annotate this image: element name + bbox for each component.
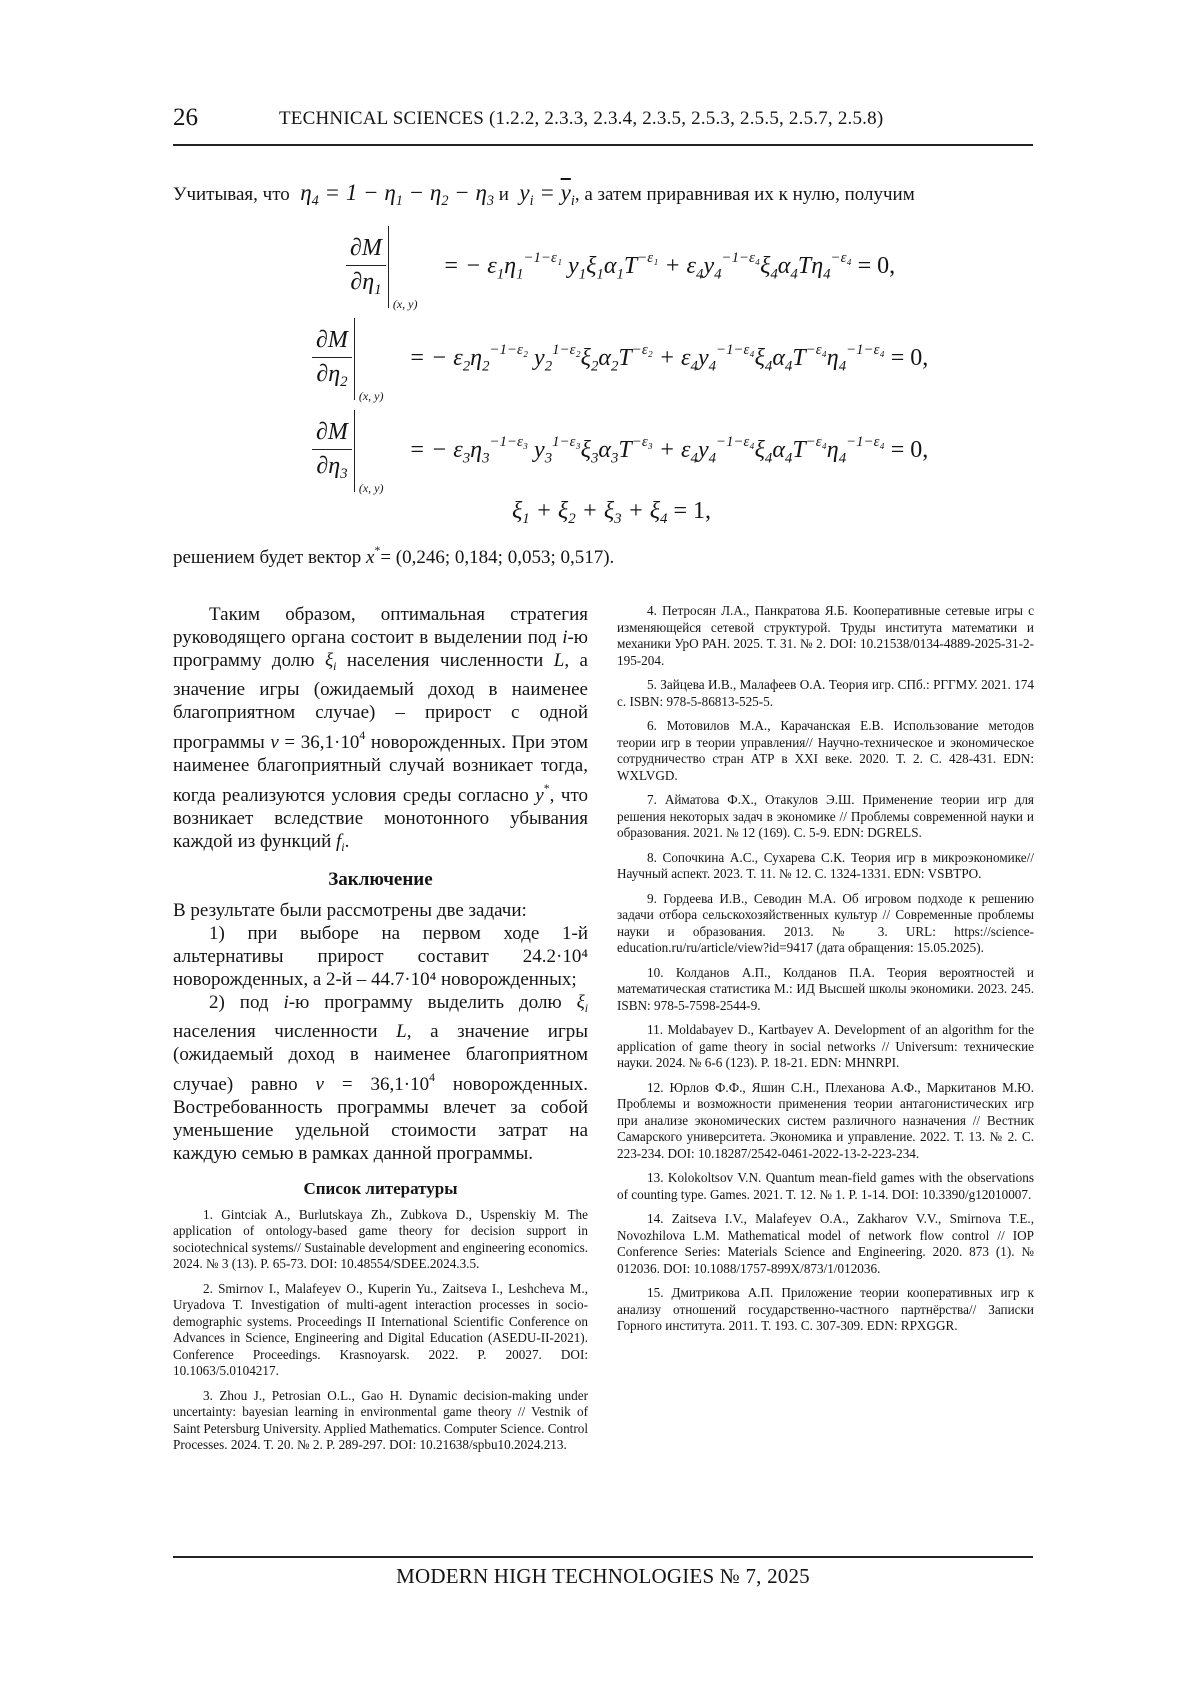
equation-2: $\frac{\partial M}{\partial\eta_2}$ (x, y) = − $\varepsilon_2\eta_2^{-1-\varepsilon_2}$ $y_2^{1-\varepsilon_2}\xi_2\alpha_2T^{-\varepsilon_2} + \varepsilon_4y_4^{-1-\varepsilon_4}\xi_4\alpha_4T^{-\varepsilon_4}\eta_4^{-1-\varepsilon_4} = 0$,	[312, 318, 928, 400]
partial-derivative: $\frac{\partial M}{\partial\eta_3}$	[312, 419, 352, 483]
y-condition: $y_i = \overline{y}_i$	[513, 180, 575, 209]
page-number: 26	[173, 104, 198, 131]
reference-item: 14. Zaitseva I.V., Malafeyev O.A., Zakharov V.V., Smirnova T.E., Novozhilova L.M. Mathematical model of network flow control // IOP Conference Series: Materials Science and Engineering. 2020. 873 (1). № 012036. DOI: 10.1088/1757-899X/873/1/012036.	[617, 1211, 1034, 1276]
equation-1: $\frac{\partial M}{\partial\eta_1}$ (x, y) = − $\varepsilon_1\eta_1^{-1-\varepsilon_1}$ $y_1\xi_1\alpha_1T^{-\varepsilon_1} + \varepsilon_4y_4^{-1-\varepsilon_4}\xi_4\alpha_4T\eta_4^{-\varepsilon_4} = 0$,	[346, 226, 895, 308]
eta-constraint: $\eta_4 = 1 - \eta_1 - \eta_2 - \eta_3$	[294, 180, 494, 209]
reference-item: 11. Moldabayev D., Kartbayev A. Development of an algorithm for the application of game theory in social networks // Universum: технические науки. 2024. № 6-6 (123). P. 18-21. EDN: MHNRPI.	[617, 1022, 1034, 1070]
partial-derivative: $\frac{\partial M}{\partial\eta_1}$	[346, 235, 386, 299]
conclusion-item-1: 1) при выборе на первом ходе 1-й альтернативы прирост составит 24.2·10⁴ новорожденных, а 2-й – 44.7·10⁴ новорожденных;	[173, 922, 588, 990]
running-title: TECHNICAL SCIENCES (1.2.2, 2.3.3, 2.3.4, 2.3.5, 2.5.3, 2.5.5, 2.5.7, 2.5.8)	[279, 108, 884, 129]
reference-item: 6. Мотовилов М.А., Карачанская Е.В. Использование методов теории игр в теории управления// Научно-техническое и экономическое сотрудничество стран АТР в XXI веке. 2020. Т. 2. С. 428-431. EDN: WXLVGD.	[617, 718, 1034, 783]
footer-rule	[173, 1556, 1033, 1558]
reference-item: 1. Gintciak A., Burlutskaya Zh., Zubkova D., Uspenskiy M. The application of ontology-based game theory for decision support in sociotechnical systems// Sustainable development and engineering economics. 2024. № 3 (13). P. 65-73. DOI: 10.48554/SDEE.2024.3.5.	[173, 1206, 588, 1272]
solution-prefix: решением будет вектор	[173, 546, 362, 568]
reference-item: 13. Kolokoltsov V.N. Quantum mean-field games with the observations of counting type. Games. 2021. T. 12. № 1. P. 1-14. DOI: 10.3390/g12010007.	[617, 1170, 1034, 1202]
page-header	[173, 104, 1033, 146]
reference-item: 5. Зайцева И.В., Малафеев О.А. Теория игр. СПб.: РГГМУ. 2021. 174 с. ISBN: 978-5-86813-525-5.	[617, 677, 1034, 709]
strategy-paragraph: Таким образом, оптимальная стратегия руководящего органа состоит в выделении под i-ю программу долю $\xi_i$ населения численности L, а значение игры (ожидаемый доход в наименее благоприятном случае) – прирост с одной программы $v = 36,1\cdot 10^4$ новорожденных. При этом наименее благоприятный случай возникает тогда, когда реализуются условия среды согласно y*, что возникает вследствие монотонного убывания каждой из функций $f_i$.	[173, 604, 589, 854]
reference-item: 9. Гордеева И.В., Севодин М.А. Об игровом подходе к решению задачи отбора сельскохозяйственных культур // Современные проблемы науки и образования. 2013. № 3. URL: https://science-education.ru/ru/article/view?id=9417 (дата обращения: 15.05.2025).	[617, 890, 1034, 955]
intro-conj: и	[498, 184, 509, 205]
conclusion-intro: В результате были рассмотрены две задачи:	[173, 899, 527, 921]
reference-item: 3. Zhou J., Petrosian O.L., Gao H. Dynamic decision-making under uncertainty: bayesian learning in environmental game theory // Vestnik of Saint Petersburg University. Applied Mathematics. Computer Science. Control Processes. 2024. T. 20. № 2. P. 289-297. DOI: 10.21638/spbu10.2024.213.	[173, 1387, 588, 1453]
reference-item: 10. Колданов А.П., Колданов П.А. Теория вероятностей и математическая статистика М.: ИД Высшей школы экономики. 2023. 245. ISBN: 978-5-7598-2544-9.	[617, 964, 1034, 1013]
intro-line	[173, 180, 915, 210]
left-column	[173, 603, 588, 1462]
intro-prefix: Учитывая, что	[173, 184, 290, 205]
reference-item: 7. Айматова Ф.Х., Отакулов Э.Ш. Применение теории игр для решения некоторых задач в экономике // Проблемы современной науки и образования. 2021. № 12 (169). С. 5-9. EDN: DGRELS.	[617, 792, 1034, 840]
reference-item: 15. Дмитрикова А.П. Приложение теории кооперативных игр к анализу отношений государственно-частного партнёрства// Записки Горного института. 2011. Т. 193. С. 307-309. EDN: RPXGGR.	[617, 1285, 1034, 1333]
section-title: Заключение	[328, 868, 433, 890]
intro-suffix: , а затем приравнивая их к нулю, получим	[574, 184, 915, 205]
equation-3: $\frac{\partial M}{\partial\eta_3}$ (x, y) = − $\varepsilon_3\eta_3^{-1-\varepsilon_3}$ $y_3^{1-\varepsilon_3}\xi_3\alpha_3T^{-\varepsilon_3} + \varepsilon_4y_4^{-1-\varepsilon_4}\xi_4\alpha_4T^{-\varepsilon_4}\eta_4^{-1-\varepsilon_4} = 0$,	[312, 410, 928, 492]
solution-line: решением будет вектор x*= (0,246; 0,184; 0,053; 0,517).	[173, 544, 615, 568]
equation-4: $\xi_1 + \xi_2 + \xi_3 + \xi_4 = 1$,	[512, 498, 712, 528]
reference-item: 4. Петросян Л.А., Панкратова Я.Б. Кооперативные сетевые игры с изменяющейся сетевой структурой. Труды института математики и механики УрО РАН. 2025. Т. 31. № 2. DOI: 10.21538/0134-4889-2025-31-2-195-204.	[617, 603, 1034, 668]
conclusion-item-2: 2) под i-ю программу выделить долю $\xi_i$ населения численности L, а значение игры (ожидаемый доход в наименее благоприятном случае) равно $v = 36,1\cdot 10^4$ новорожденных. Востребованность программы влечет за собой уменьшение удельной стоимости затрат на каждую семью в рамках данной программы.	[173, 991, 589, 1164]
partial-derivative: $\frac{\partial M}{\partial\eta_2}$	[312, 327, 352, 391]
solution-vector: = (0,246; 0,184; 0,053; 0,517).	[380, 546, 615, 568]
reference-item: 2. Smirnov I., Malafeyev O., Kuperin Yu., Zaitseva I., Leshcheva M., Uryadova T. Investigation of multi-agent interaction processes in socio-demographic systems. Proceedings II International Scientific Conference on Advances in Science, Engineering and Digital Education (ASEDU-II-2021). Conference Proceedings. Krasnoyarsk. 2022. P. 20027. DOI: 10.1063/5.0104217.	[173, 1280, 588, 1379]
journal-footer: MODERN HIGH TECHNOLOGIES № 7, 2025	[396, 1564, 810, 1588]
references-title: Список литературы	[303, 1178, 458, 1198]
solution-vector-symbol: x	[366, 546, 375, 568]
right-column	[617, 603, 1034, 1343]
reference-item: 12. Юрлов Ф.Ф., Яшин С.Н., Плеханова А.Ф., Маркитанов М.Ю. Проблемы и возможности применения теории антагонистических игр при анализе экономических систем различного назначения // Вестник Самарского университета. Экономика и управление. 2022. Т. 13. № 2. С. 223-234. DOI: 10.18287/2542-0461-2022-13-2-223-234.	[617, 1079, 1034, 1161]
reference-item: 8. Сопочкина А.С., Сухарева С.К. Теория игр в микроэкономике// Научный аспект. 2023. Т. 11. № 12. С. 1324-1331. EDN: VSBTPO.	[617, 849, 1034, 881]
